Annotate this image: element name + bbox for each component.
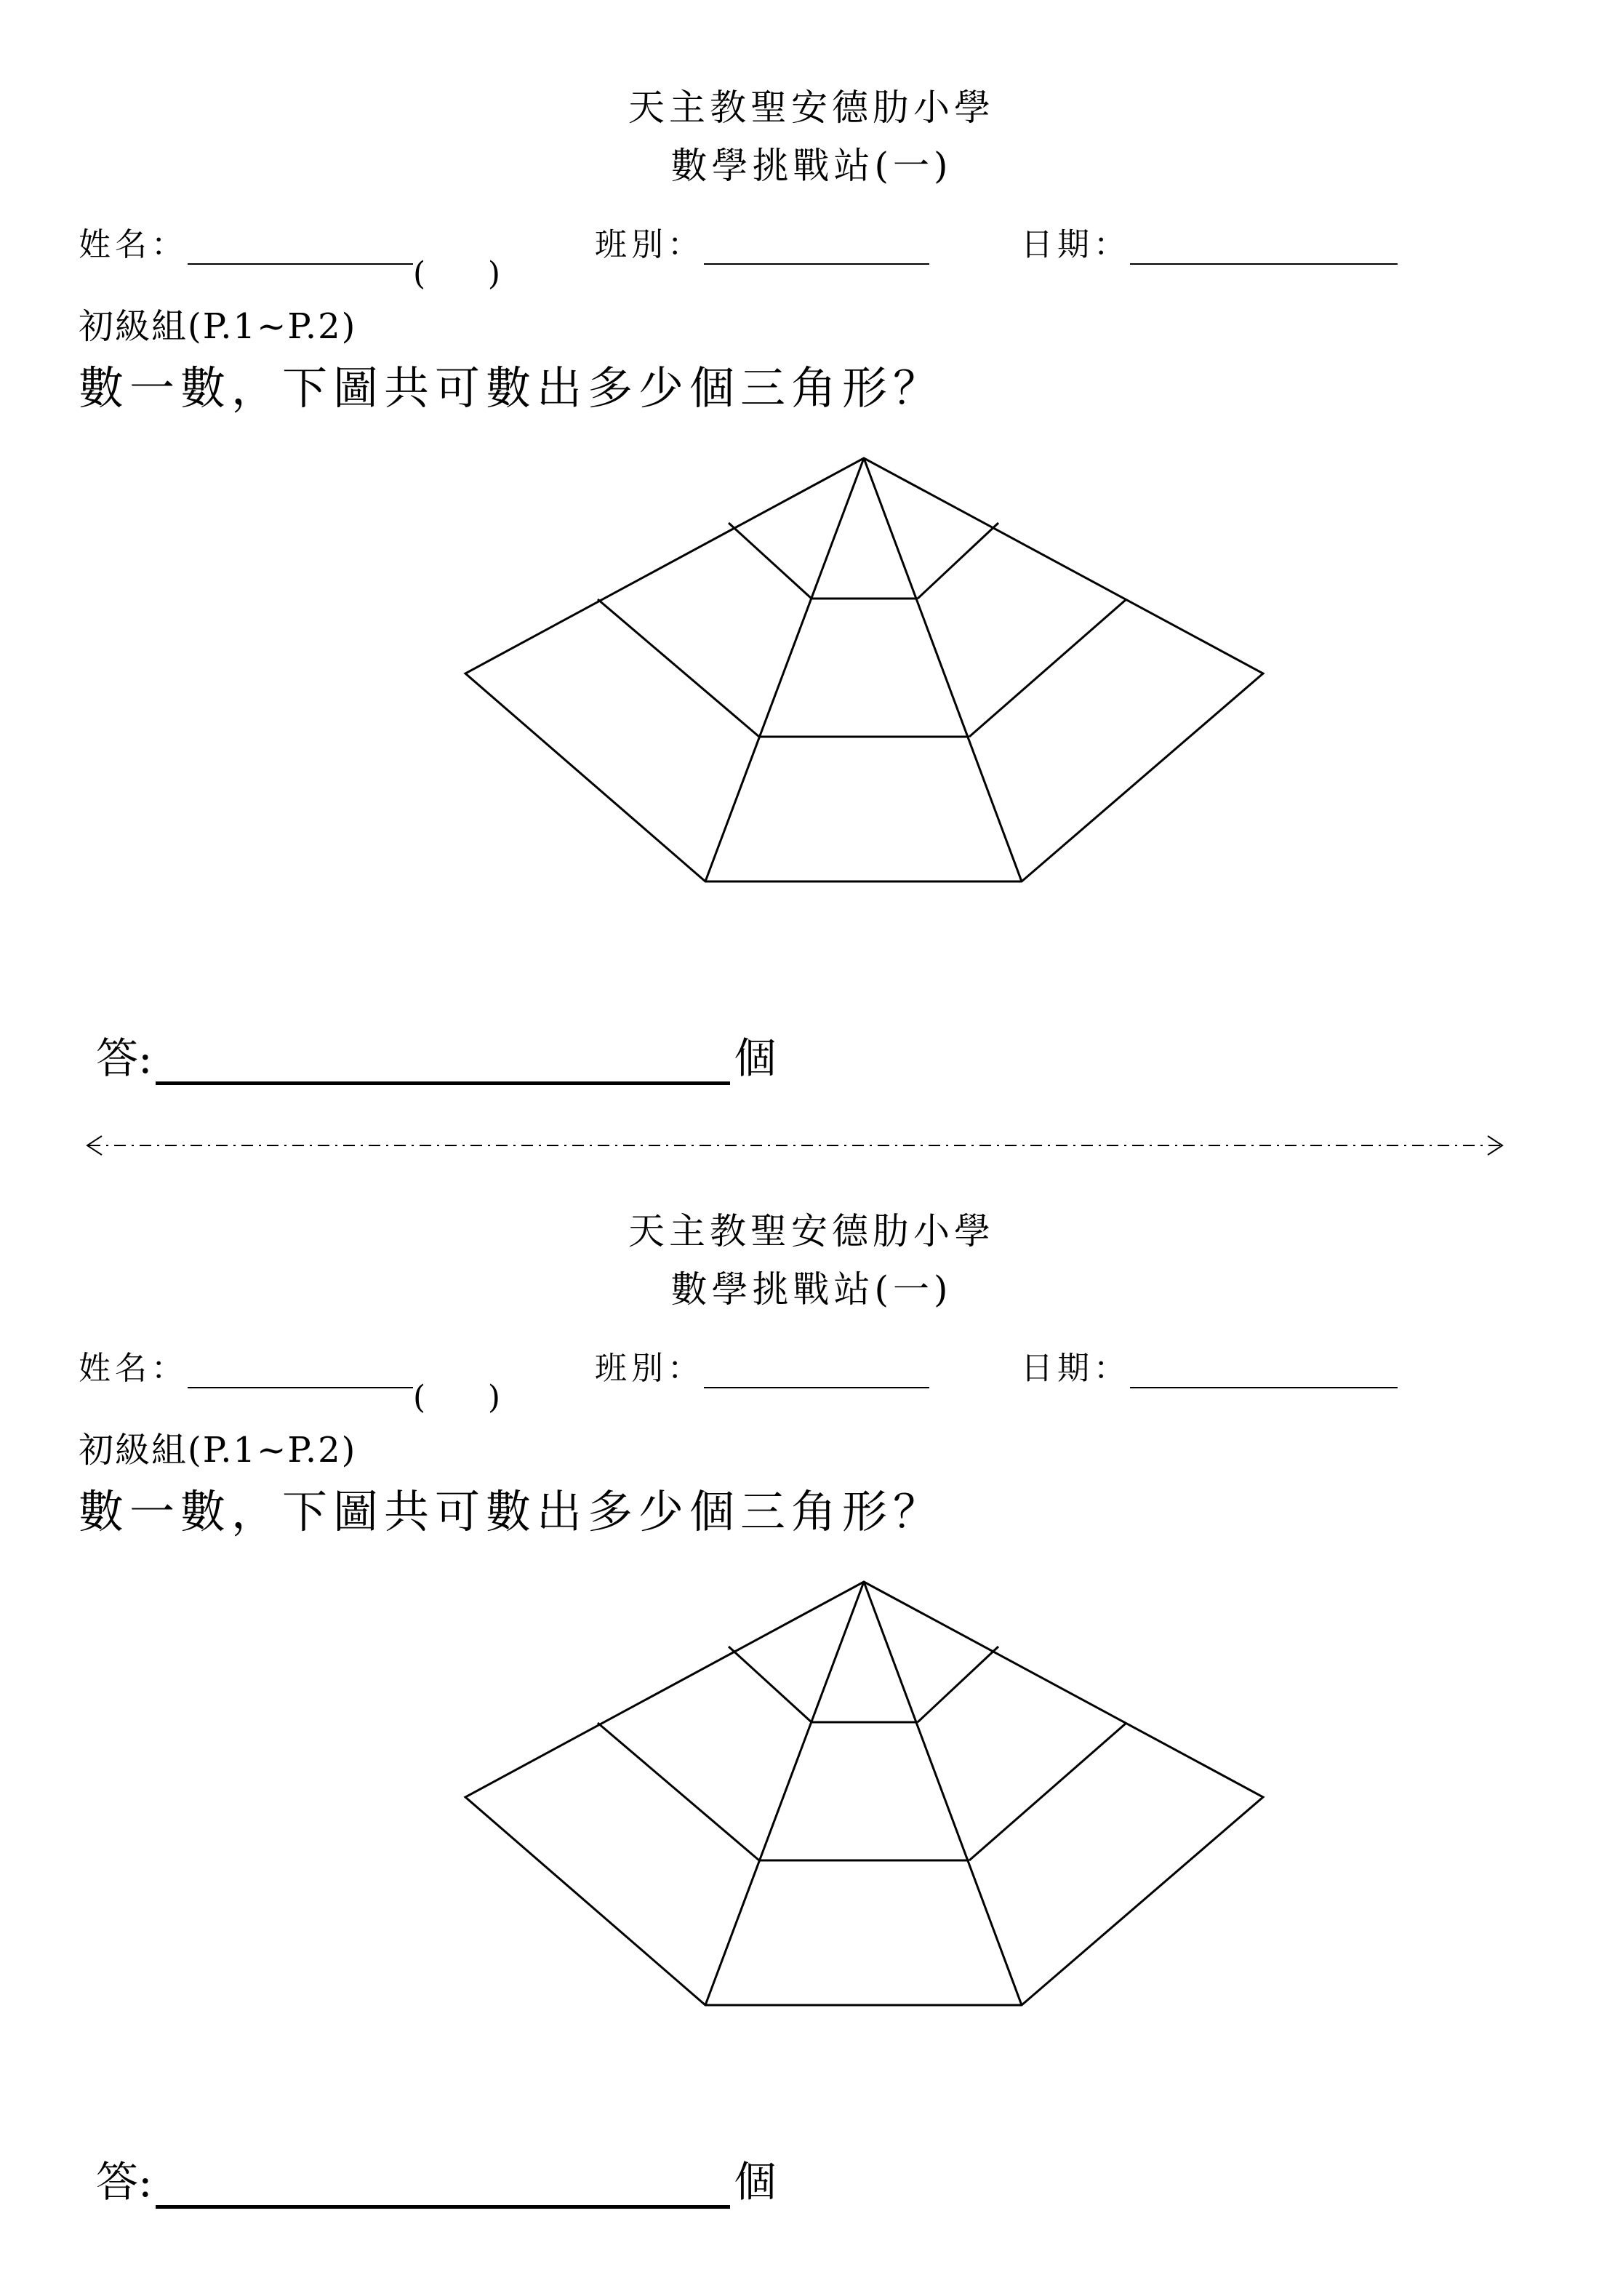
name-blank[interactable] xyxy=(188,231,413,265)
class-label: 班別： xyxy=(595,226,704,263)
name-blank[interactable] xyxy=(188,1355,413,1388)
class-label: 班別： xyxy=(595,1350,704,1387)
figure-line xyxy=(969,599,1126,737)
date-field-row xyxy=(1021,218,1398,262)
level-label: 初級組(P.1~P.2) xyxy=(79,306,357,347)
figure-line xyxy=(729,1647,812,1722)
name-field-row xyxy=(79,218,500,292)
question-text: 數一數，下圖共可數出多少個三角形？ xyxy=(79,361,945,415)
paren-close: ) xyxy=(487,255,500,292)
school-name: 天主教聖安德肋小學 xyxy=(628,1210,995,1252)
worksheet-title: 數學挑戰站(一) xyxy=(670,145,953,187)
name-field-row xyxy=(79,1342,500,1416)
name-label: 姓名： xyxy=(79,1350,188,1387)
figure-line xyxy=(598,1723,759,1860)
worksheet-copy-1 xyxy=(0,0,1623,1124)
figure-line xyxy=(705,458,864,881)
figure-line xyxy=(705,1582,864,2005)
answer-blank[interactable] xyxy=(156,1035,730,1085)
figure-line xyxy=(864,458,1022,881)
question-text: 數一數，下圖共可數出多少個三角形？ xyxy=(79,1485,945,1538)
paren-close: ) xyxy=(487,1379,500,1416)
figure-outline xyxy=(465,458,1263,881)
class-field-row xyxy=(595,1342,929,1385)
class-blank[interactable] xyxy=(704,1355,929,1388)
paren-open: ( xyxy=(413,255,426,292)
answer-unit: 個 xyxy=(734,1033,777,1083)
figure-line xyxy=(918,523,998,599)
figure-line xyxy=(918,1647,998,1722)
name-label: 姓名： xyxy=(79,226,188,263)
level-label: 初級組(P.1~P.2) xyxy=(79,1430,357,1471)
class-blank[interactable] xyxy=(704,231,929,265)
figure-outline xyxy=(465,1582,1263,2005)
triangle-figure xyxy=(458,447,1273,898)
answer-blank[interactable] xyxy=(156,2159,730,2209)
class-field-row xyxy=(595,218,929,262)
date-blank[interactable] xyxy=(1130,231,1398,265)
figure-line xyxy=(598,599,759,737)
answer-label: 答: xyxy=(96,2157,153,2207)
worksheet-copy-2 xyxy=(0,1124,1623,2247)
answer-row xyxy=(96,1024,777,1082)
date-field-row xyxy=(1021,1342,1398,1385)
school-name: 天主教聖安德肋小學 xyxy=(628,87,995,129)
answer-unit: 個 xyxy=(734,2157,777,2207)
date-blank[interactable] xyxy=(1130,1355,1398,1388)
worksheet-title: 數學挑戰站(一) xyxy=(670,1268,953,1311)
paren-open: ( xyxy=(413,1379,426,1416)
figure-line xyxy=(729,523,812,599)
answer-label: 答: xyxy=(96,1033,153,1083)
date-label: 日期： xyxy=(1021,1350,1130,1387)
figure-line xyxy=(969,1723,1126,1860)
triangle-figure xyxy=(458,1571,1273,2022)
date-label: 日期： xyxy=(1021,226,1130,263)
figure-line xyxy=(864,1582,1022,2005)
answer-row xyxy=(96,2148,777,2206)
